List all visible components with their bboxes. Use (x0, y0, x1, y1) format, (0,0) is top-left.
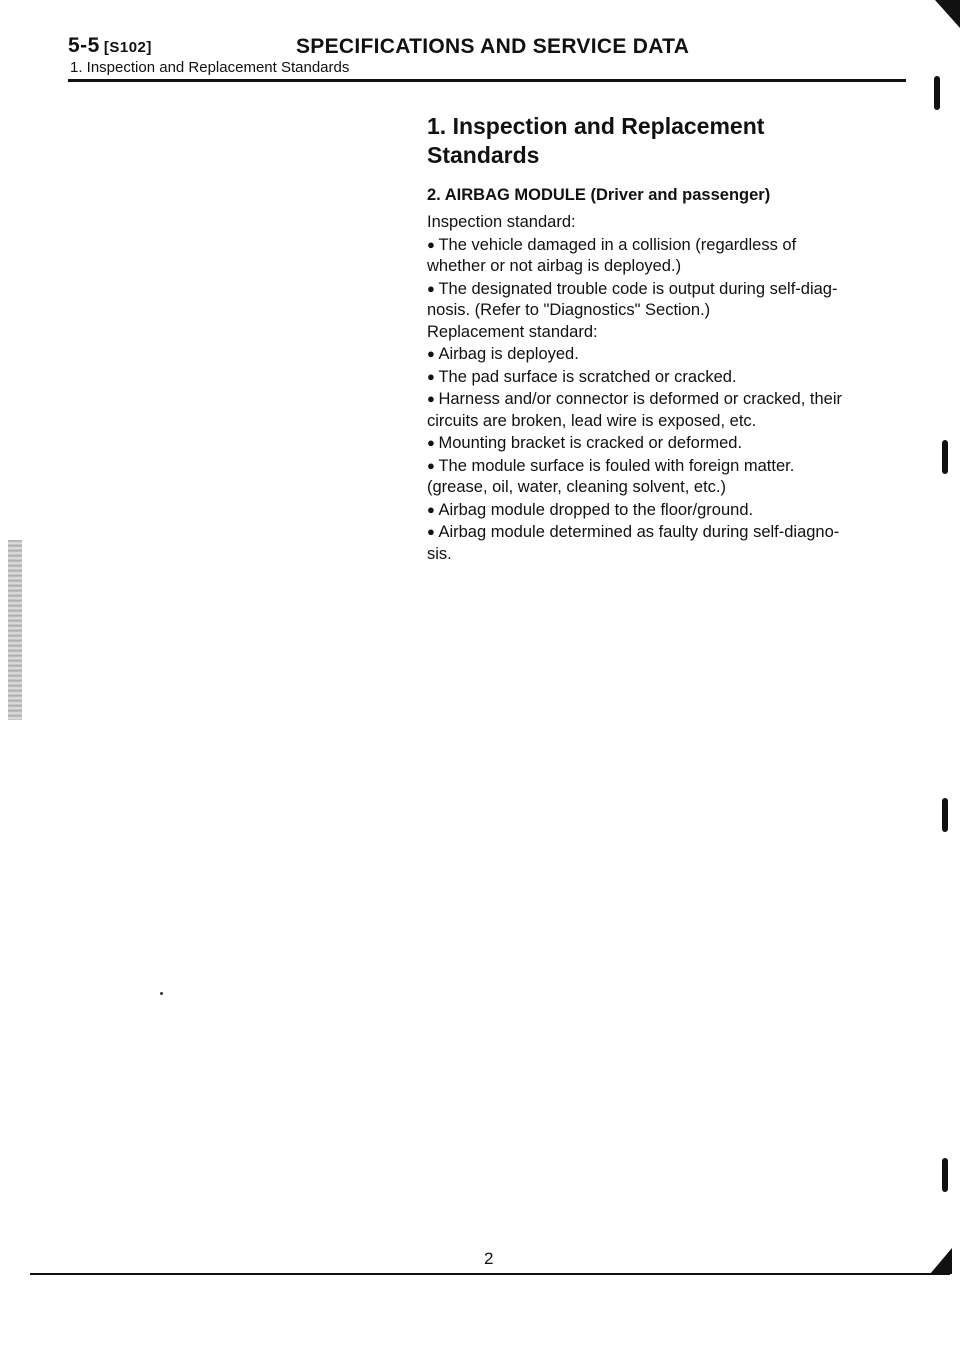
list-item: Harness and/or connector is deformed or cracked, their (438, 390, 842, 408)
binder-mark (934, 76, 940, 110)
text-line: nosis. (Refer to "Diagnostics" Section.) (427, 301, 711, 319)
section-heading-line: Standards (427, 142, 540, 168)
page-header-subtitle: 1. Inspection and Replacement Standards (70, 59, 350, 76)
binder-mark (942, 798, 948, 832)
text-line (427, 455, 907, 478)
scan-corner-mark (930, 1248, 952, 1274)
page-header-title: SPECIFICATIONS AND SERVICE DATA (296, 35, 690, 58)
text-line (427, 278, 907, 301)
section-tag: [S102] (103, 39, 152, 56)
section-heading (427, 112, 907, 170)
list-item: Airbag module determined as faulty during self-diagno- (438, 523, 840, 541)
list-item: Airbag is deployed. (438, 345, 579, 363)
section-number: 5-5 (68, 34, 100, 57)
sub-heading: 2. AIRBAG MODULE (Driver and passenger) (427, 186, 771, 204)
binder-mark (942, 1158, 948, 1192)
list-item: The pad surface is scratched or cracked. (438, 367, 737, 386)
bullet-icon (427, 434, 438, 452)
scan-corner-mark (935, 0, 960, 28)
text-line: Replacement standard: (427, 322, 598, 341)
text-line (427, 343, 907, 366)
scan-artifact (8, 540, 22, 720)
binder-mark (942, 440, 948, 474)
text-line (427, 388, 907, 411)
page-number: 2 (484, 1249, 494, 1268)
bullet-icon (427, 390, 438, 408)
bullet-icon (427, 345, 438, 363)
text-line (427, 499, 907, 522)
text-line: Inspection standard: (427, 213, 576, 231)
list-item: Airbag module dropped to the floor/ground. (438, 500, 754, 519)
text-line (427, 521, 907, 544)
main-content (427, 112, 907, 565)
list-item: Mounting bracket is cracked or deformed. (438, 434, 743, 452)
bullet-icon (427, 523, 438, 541)
bullet-icon (427, 501, 438, 519)
text-line: circuits are broken, lead wire is exposed, etc. (427, 411, 757, 430)
text-line: sis. (427, 544, 452, 563)
bullet-icon (427, 457, 438, 475)
header-rule (68, 79, 906, 82)
list-item: The designated trouble code is output during self-diag- (438, 279, 838, 298)
section-heading-line: 1. Inspection and Replacement (427, 113, 765, 139)
footer-rule (30, 1273, 950, 1275)
bullet-icon (427, 368, 438, 386)
bullet-icon (427, 280, 438, 298)
scan-speck (160, 992, 163, 995)
text-line: whether or not airbag is deployed.) (427, 257, 682, 275)
text-line (427, 366, 907, 389)
bullet-icon (427, 236, 438, 254)
section-code (68, 34, 152, 58)
list-item: The module surface is fouled with foreign matter. (438, 456, 795, 475)
text-line: (grease, oil, water, cleaning solvent, etc.) (427, 478, 726, 496)
text-line (427, 234, 907, 257)
list-item: The vehicle damaged in a collision (regardless of (438, 235, 797, 254)
text-line (427, 432, 907, 455)
